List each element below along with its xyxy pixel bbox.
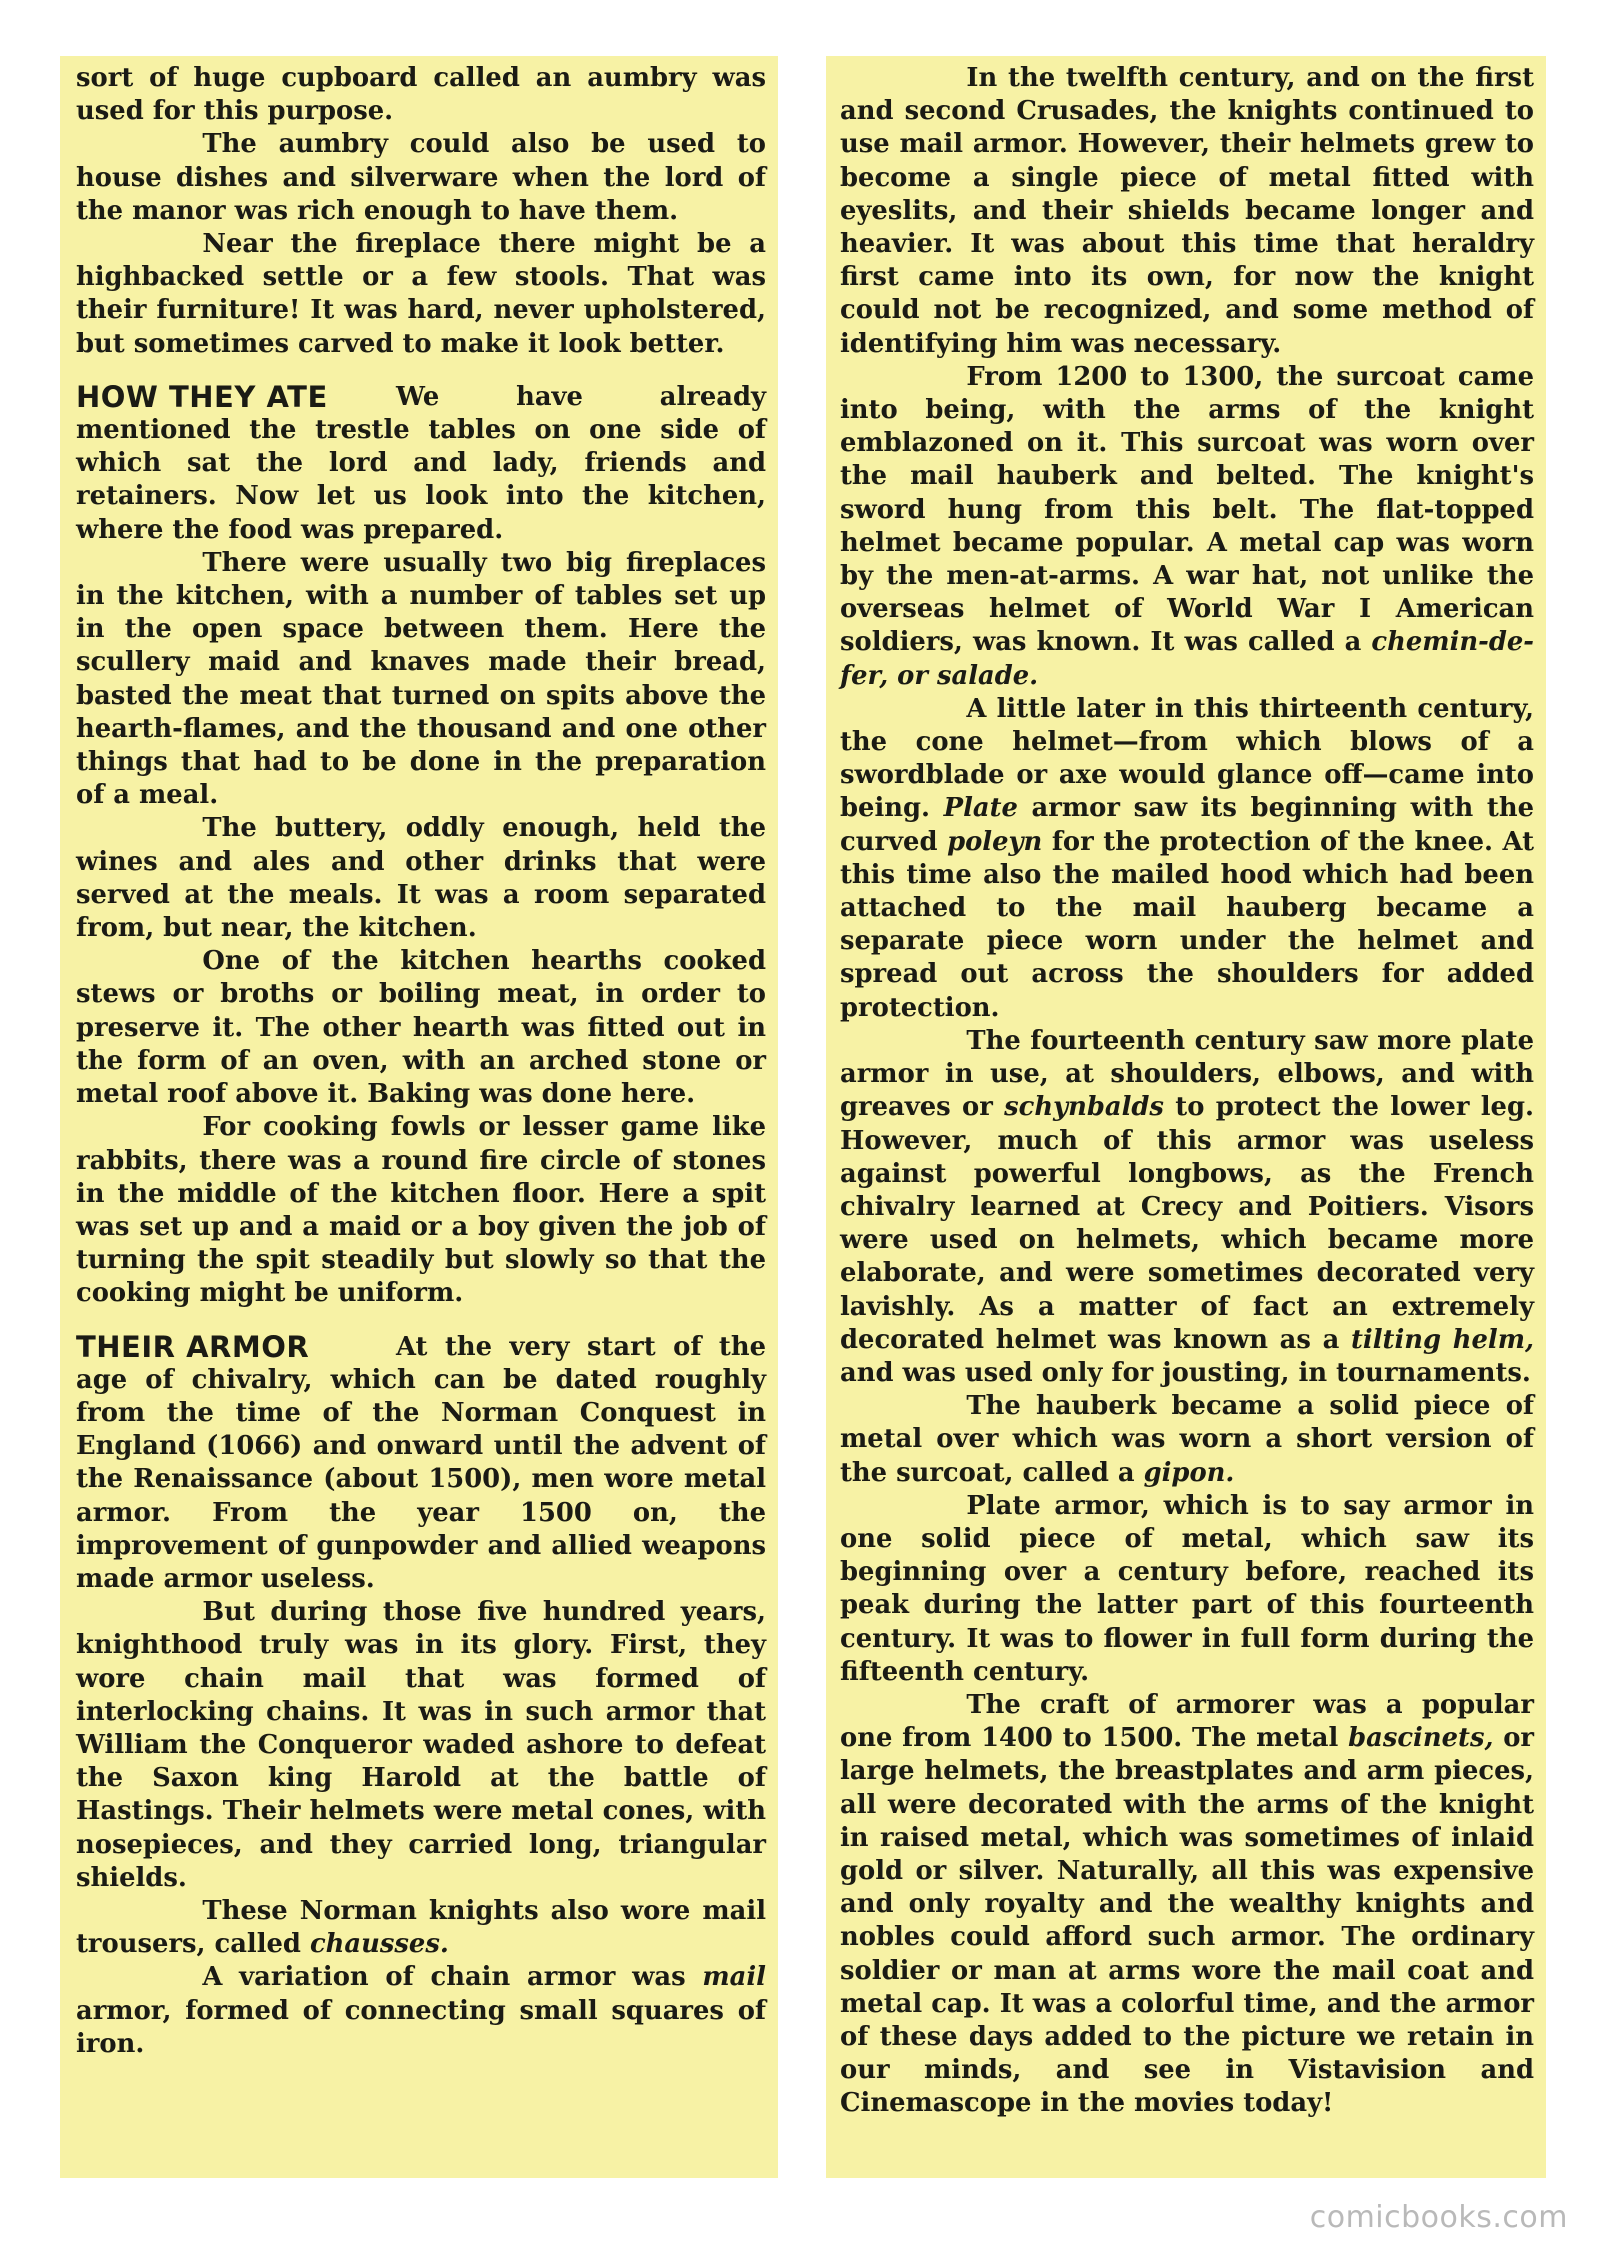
term-gipon: gipon. bbox=[1143, 1457, 1235, 1488]
paragraph-fourteenth-century bbox=[840, 1025, 1534, 1390]
surcoat-text: From 1200 to 1300, the surcoat came into being, with the arms of the knight emblazoned on it. This surcoat was worn over the mail hauberk and belted. The knight's sword hung from this belt. The flat-topped helmet became popular. A metal cap was worn by the men-at-arms. A war hat, not unlike the overseas helmet of World War I American soldiers, was known. It was called a bbox=[840, 361, 1534, 658]
heading-their-armor: THEIR ARMOR bbox=[76, 1329, 310, 1364]
cone-helmet-text-b: armor saw its beginning with the curved bbox=[840, 793, 1534, 857]
armorer-text-a: The craft of armorer was a popular one from 1400 to 1500. The metal bbox=[840, 1689, 1534, 1754]
paragraph-hearths: One of the kitchen hearths cooked stews or broths or boiling meat, in order to preserve it. The other hearth was fitted out in the form of an oven, with an arched stone or metal roof above it. Baking was done here. bbox=[76, 946, 766, 1110]
heading-how-they-ate: HOW THEY ATE bbox=[76, 379, 328, 414]
fourteenth-text-c: and was used only for jousting, in tournaments. bbox=[840, 1357, 1531, 1388]
paragraph-furniture: Near the fireplace there might be a highbacked settle or a few stools. That was their furniture! It was hard, never upholstered, but sometimes carved to make it look better. bbox=[76, 229, 766, 359]
term-poleyn: poleyn bbox=[947, 826, 1043, 857]
paragraph-armorer-craft bbox=[840, 1689, 1534, 2121]
paragraph-mail-armor bbox=[76, 1961, 766, 2061]
term-schynbalds: schynbalds bbox=[1004, 1092, 1164, 1123]
fourteenth-text-b: to protect the lower leg. However, much of this armor was useless against powerful longbows, as the French chivalry learned at Crecy and Poitiers. Visors were used on helmets, which became more elaborate, and were sometimes decorated very lavishly. As a matter of fact an extremely decorated helmet was known as a bbox=[840, 1092, 1534, 1355]
right-column bbox=[826, 56, 1546, 2178]
hauberk-text: The hauberk became a solid piece of metal over which was worn a short version of the surcoat, called a bbox=[840, 1391, 1534, 1488]
section-their-armor bbox=[76, 1331, 766, 2061]
mail-armor-text-a: A variation of chain armor was bbox=[202, 1962, 703, 1993]
section-how-they-ate bbox=[76, 381, 766, 1311]
paragraph-plate-armor: Plate armor, which is to say armor in one solid piece of metal, which saw its beginning over a century before, reached its peak during the latter part of this fourteenth century. It was to flower in full form during the fifteenth century. bbox=[840, 1490, 1534, 1687]
paragraph-hauberk bbox=[840, 1390, 1534, 1490]
term-chemin-de-fer: chemin-de-fer, or salade. bbox=[840, 627, 1534, 691]
paragraph-fire-circle: For cooking fowls or lesser game like rabbits, there was a round fire circle of stones in the middle of the kitchen floor. Here a spit was set up and a maid or a boy given the job of turning the spit steadily but slowly so that the cooking might be uniform. bbox=[76, 1112, 766, 1309]
paragraph-surcoat bbox=[840, 361, 1534, 693]
left-column bbox=[60, 56, 778, 2178]
paragraph-trestle-tables: We have already mentioned the trestle tables on one side of which sat the lord and lady, friends and retainers. Now let us look into the kitchen, where the food was prepared. bbox=[76, 381, 766, 545]
paragraph-twelfth-century: In the twelfth century, and on the first and second Crusades, the knights continued to use mail armor. However, their helmets grew to become a single piece of metal fitted with eyeslits, and their shields became longer and heavier. It was about this time that heraldry first came into its own, for now the knight could not be recognized, and some method of identifying him was necessary. bbox=[840, 63, 1534, 359]
cone-helmet-text-a: A little later in this thirteenth century, the cone helmet—from which blows of a swordblade or axe would glance off—came into being. bbox=[840, 693, 1534, 824]
paragraph-aumbry: sort of huge cupboard called an aumbry was used for this purpose. bbox=[76, 63, 766, 127]
fourteenth-text-a: The fourteenth century saw more plate armor in use, at shoulders, elbows, and with greaves or bbox=[840, 1025, 1534, 1123]
cone-helmet-text-c: for the protection of the knee. At this time also the mailed hood which had been attached to the mail hauberg became a separate piece worn under the helmet and spread out across the shoulders for added protection. bbox=[840, 826, 1534, 1023]
paragraph-norman-knights bbox=[76, 1895, 766, 1961]
term-mail: mail bbox=[702, 1962, 766, 1993]
paragraph-kitchen-fireplaces: There were usually two big fireplaces in the kitchen, with a number of tables set up in the open space between them. Here the scullery maid and knaves made their bread, basted the meat that turned on spits above the hearth-flames, and the thousand and one other things that had to be done in the preparation of a meal. bbox=[76, 547, 766, 811]
term-plate: Plate bbox=[943, 793, 1018, 824]
paragraph-chain-mail: But during those five hundred years, knighthood truly was in its glory. First, they wore chain mail that was formed of interlocking chains. It was in such armor that William the Conqueror waded ashore to defeat the Saxon king Harold at the battle of Hastings. Their helmets were metal cones, with nosepieces, and they carried long, triangular shields. bbox=[76, 1597, 766, 1893]
term-chausses: chausses. bbox=[309, 1929, 449, 1960]
norman-knights-text: These Norman knights also wore mail trousers, called bbox=[76, 1895, 766, 1960]
armorer-text-b: or large helmets, the breastplates and arm pieces, all were decorated with the arms of the knight in raised metal, which was sometimes of inlaid gold or silver. Naturally, all this was expensive and only royalty and the wealthy knights and nobles could afford such armor. The ordinary soldier or man at arms wore the mail coat and metal cap. It was a colorful time, and the armor of these days added to the picture we retain in our minds, and see in Vistavision and Cinemascope in the movies today! bbox=[840, 1723, 1535, 2119]
term-tilting-helm: tilting helm, bbox=[1351, 1324, 1534, 1355]
mail-armor-text-b: armor, formed of connecting small squares of iron. bbox=[76, 1995, 766, 2059]
paragraph-buttery: The buttery, oddly enough, held the wines and ales and other drinks that were served at the meals. It was a room separated from, but near, the kitchen. bbox=[76, 813, 766, 944]
term-bascinets: bascinets, bbox=[1348, 1723, 1494, 1754]
paragraph-cone-helmet bbox=[840, 693, 1534, 1025]
watermark-text: comicbooks.com bbox=[1309, 2200, 1568, 2235]
paragraph-age-of-chivalry: At the very start of the age of chivalry, which can be dated roughly from the time of the Norman Conquest in England (1066) and onward until the advent of the Renaissance (about 1500), men wore metal armor. From the year 1500 on, the improvement of gunpowder and allied weapons made armor useless. bbox=[76, 1331, 766, 1594]
paragraph-aumbry-dishes: The aumbry could also be used to house dishes and silverware when the lord of the manor was rich enough to have them. bbox=[76, 129, 766, 226]
